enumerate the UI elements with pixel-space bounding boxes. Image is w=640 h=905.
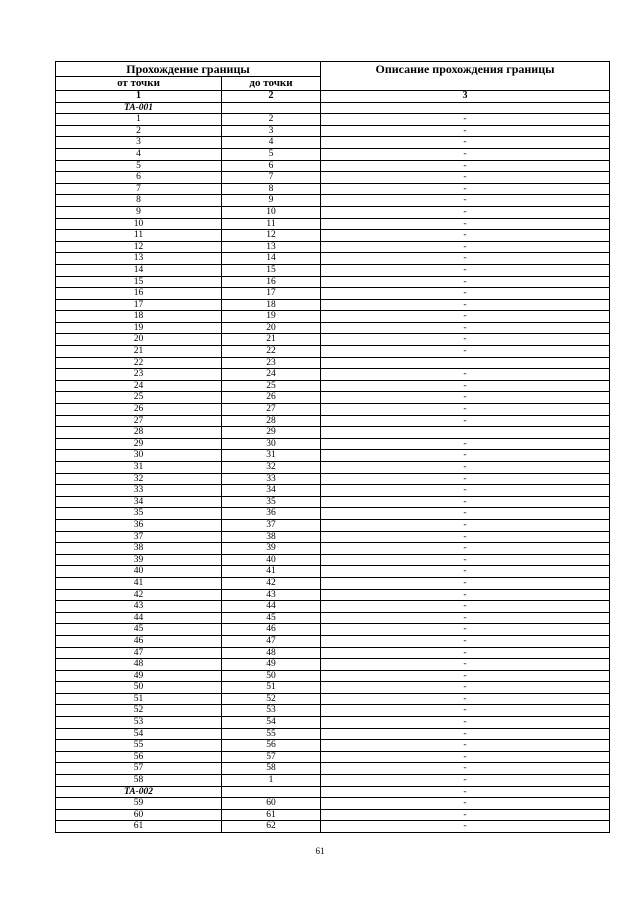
table-row (56, 392, 610, 404)
from-point-cell: 48 (56, 659, 222, 671)
empty-cell (222, 786, 321, 798)
table-row (56, 206, 610, 218)
description-cell: - (321, 554, 610, 566)
to-point-cell: 11 (222, 218, 321, 230)
to-point-cell: 51 (222, 682, 321, 694)
table-row (56, 763, 610, 775)
description-cell: - (321, 380, 610, 392)
description-cell: - (321, 137, 610, 149)
section-row (56, 102, 610, 114)
from-point-cell: 32 (56, 473, 222, 485)
description-cell: - (321, 299, 610, 311)
table-row (56, 740, 610, 752)
table-row (56, 682, 610, 694)
to-point-cell: 24 (222, 369, 321, 381)
to-point-cell: 27 (222, 404, 321, 416)
boundary-table (55, 61, 610, 833)
from-point-cell: 22 (56, 357, 222, 369)
description-cell: - (321, 473, 610, 485)
header-to-point: до точки (222, 77, 321, 91)
from-point-cell: 56 (56, 751, 222, 763)
description-cell: - (321, 172, 610, 184)
table-row (56, 821, 610, 833)
table-row (56, 798, 610, 810)
description-cell: - (321, 531, 610, 543)
section-row (56, 786, 610, 798)
table-row (56, 380, 610, 392)
table-row (56, 554, 610, 566)
table-row (56, 264, 610, 276)
from-point-cell: 59 (56, 798, 222, 810)
from-point-cell: 7 (56, 183, 222, 195)
to-point-cell: 26 (222, 392, 321, 404)
description-cell: - (321, 415, 610, 427)
from-point-cell: 5 (56, 160, 222, 172)
table-row (56, 172, 610, 184)
to-point-cell: 15 (222, 264, 321, 276)
from-point-cell: 2 (56, 125, 222, 137)
table-row (56, 496, 610, 508)
from-point-cell: 60 (56, 809, 222, 821)
description-cell: - (321, 635, 610, 647)
to-point-cell: 29 (222, 427, 321, 439)
description-cell: - (321, 728, 610, 740)
table-row (56, 485, 610, 497)
table-row (56, 508, 610, 520)
description-cell: - (321, 288, 610, 300)
table-row (56, 299, 610, 311)
to-point-cell: 6 (222, 160, 321, 172)
from-point-cell: 38 (56, 543, 222, 555)
description-cell: - (321, 577, 610, 589)
from-point-cell: 41 (56, 577, 222, 589)
to-point-cell: 46 (222, 624, 321, 636)
to-point-cell: 7 (222, 172, 321, 184)
from-point-cell: 10 (56, 218, 222, 230)
from-point-cell: 57 (56, 763, 222, 775)
description-cell: - (321, 195, 610, 207)
from-point-cell: 55 (56, 740, 222, 752)
to-point-cell: 40 (222, 554, 321, 566)
description-cell: - (321, 230, 610, 242)
from-point-cell: 51 (56, 693, 222, 705)
table-row (56, 462, 610, 474)
column-number-3: 3 (321, 91, 610, 103)
from-point-cell: 42 (56, 589, 222, 601)
description-cell: - (321, 798, 610, 810)
from-point-cell: 4 (56, 148, 222, 160)
to-point-cell: 37 (222, 519, 321, 531)
description-cell: - (321, 751, 610, 763)
to-point-cell: 38 (222, 531, 321, 543)
from-point-cell: 35 (56, 508, 222, 520)
from-point-cell: 33 (56, 485, 222, 497)
header-boundary-passage: Прохождение границы (56, 62, 321, 77)
to-point-cell: 25 (222, 380, 321, 392)
to-point-cell: 17 (222, 288, 321, 300)
description-cell: - (321, 485, 610, 497)
from-point-cell: 50 (56, 682, 222, 694)
table-row (56, 230, 610, 242)
description-cell: - (321, 612, 610, 624)
table-row (56, 195, 610, 207)
description-cell: - (321, 624, 610, 636)
description-cell: - (321, 148, 610, 160)
description-cell: - (321, 264, 610, 276)
from-point-cell: 6 (56, 172, 222, 184)
from-point-cell: 9 (56, 206, 222, 218)
table-row (56, 566, 610, 578)
from-point-cell: 3 (56, 137, 222, 149)
description-cell: - (321, 404, 610, 416)
to-point-cell: 19 (222, 311, 321, 323)
table-row (56, 601, 610, 613)
section-label: ТА-002 (56, 786, 222, 798)
table-body (56, 102, 610, 832)
description-cell: - (321, 740, 610, 752)
to-point-cell: 30 (222, 438, 321, 450)
to-point-cell: 1 (222, 775, 321, 787)
to-point-cell: 16 (222, 276, 321, 288)
table-row (56, 357, 610, 369)
description-cell (321, 102, 610, 114)
table-row (56, 589, 610, 601)
to-point-cell: 50 (222, 670, 321, 682)
description-cell: - (321, 682, 610, 694)
to-point-cell: 43 (222, 589, 321, 601)
to-point-cell: 61 (222, 809, 321, 821)
from-point-cell: 37 (56, 531, 222, 543)
to-point-cell: 9 (222, 195, 321, 207)
to-point-cell: 10 (222, 206, 321, 218)
to-point-cell: 44 (222, 601, 321, 613)
table-row (56, 693, 610, 705)
to-point-cell: 41 (222, 566, 321, 578)
to-point-cell: 21 (222, 334, 321, 346)
to-point-cell: 58 (222, 763, 321, 775)
description-cell: - (321, 125, 610, 137)
to-point-cell: 34 (222, 485, 321, 497)
to-point-cell: 45 (222, 612, 321, 624)
table-row (56, 775, 610, 787)
from-point-cell: 1 (56, 114, 222, 126)
from-point-cell: 16 (56, 288, 222, 300)
description-cell: - (321, 809, 610, 821)
description-cell: - (321, 786, 610, 798)
description-cell: - (321, 566, 610, 578)
table-row (56, 334, 610, 346)
from-point-cell: 17 (56, 299, 222, 311)
from-point-cell: 61 (56, 821, 222, 833)
from-point-cell: 39 (56, 554, 222, 566)
from-point-cell: 49 (56, 670, 222, 682)
column-number-2: 2 (222, 91, 321, 103)
from-point-cell: 53 (56, 717, 222, 729)
from-point-cell: 18 (56, 311, 222, 323)
table-row (56, 717, 610, 729)
from-point-cell: 23 (56, 369, 222, 381)
to-point-cell: 22 (222, 346, 321, 358)
to-point-cell: 32 (222, 462, 321, 474)
description-cell (321, 427, 610, 439)
table-row (56, 751, 610, 763)
table-row (56, 369, 610, 381)
table-row (56, 531, 610, 543)
section-label: ТА-001 (56, 102, 222, 114)
table-row (56, 427, 610, 439)
description-cell: - (321, 647, 610, 659)
table-row (56, 635, 610, 647)
table-row (56, 450, 610, 462)
description-cell: - (321, 519, 610, 531)
from-point-cell: 11 (56, 230, 222, 242)
column-number-1: 1 (56, 91, 222, 103)
table-row (56, 519, 610, 531)
description-cell: - (321, 311, 610, 323)
description-cell: - (321, 601, 610, 613)
from-point-cell: 34 (56, 496, 222, 508)
table-row (56, 137, 610, 149)
table-row (56, 647, 610, 659)
from-point-cell: 14 (56, 264, 222, 276)
description-cell: - (321, 241, 610, 253)
to-point-cell: 54 (222, 717, 321, 729)
table-row (56, 183, 610, 195)
from-point-cell: 25 (56, 392, 222, 404)
from-point-cell: 40 (56, 566, 222, 578)
from-point-cell: 26 (56, 404, 222, 416)
to-point-cell: 57 (222, 751, 321, 763)
description-cell: - (321, 392, 610, 404)
from-point-cell: 47 (56, 647, 222, 659)
to-point-cell: 49 (222, 659, 321, 671)
to-point-cell: 5 (222, 148, 321, 160)
to-point-cell: 12 (222, 230, 321, 242)
from-point-cell: 12 (56, 241, 222, 253)
from-point-cell: 52 (56, 705, 222, 717)
to-point-cell: 53 (222, 705, 321, 717)
table-row (56, 322, 610, 334)
from-point-cell: 58 (56, 775, 222, 787)
to-point-cell: 62 (222, 821, 321, 833)
from-point-cell: 36 (56, 519, 222, 531)
to-point-cell: 3 (222, 125, 321, 137)
description-cell: - (321, 717, 610, 729)
to-point-cell: 20 (222, 322, 321, 334)
table-row (56, 612, 610, 624)
from-point-cell: 54 (56, 728, 222, 740)
description-cell: - (321, 276, 610, 288)
description-cell: - (321, 705, 610, 717)
description-cell: - (321, 114, 610, 126)
table-row (56, 404, 610, 416)
to-point-cell: 14 (222, 253, 321, 265)
from-point-cell: 13 (56, 253, 222, 265)
to-point-cell: 4 (222, 137, 321, 149)
description-cell: - (321, 462, 610, 474)
table-row (56, 148, 610, 160)
to-point-cell: 31 (222, 450, 321, 462)
table-row (56, 438, 610, 450)
table-row (56, 276, 610, 288)
header-from-point: от точки (56, 77, 222, 91)
description-cell: - (321, 670, 610, 682)
empty-cell (222, 102, 321, 114)
description-cell: - (321, 160, 610, 172)
description-cell: - (321, 775, 610, 787)
description-cell: - (321, 218, 610, 230)
from-point-cell: 29 (56, 438, 222, 450)
from-point-cell: 8 (56, 195, 222, 207)
table-row (56, 241, 610, 253)
table-row (56, 659, 610, 671)
to-point-cell: 36 (222, 508, 321, 520)
to-point-cell: 28 (222, 415, 321, 427)
from-point-cell: 27 (56, 415, 222, 427)
table-row (56, 125, 610, 137)
page-number: 61 (315, 846, 325, 856)
from-point-cell: 45 (56, 624, 222, 636)
to-point-cell: 35 (222, 496, 321, 508)
table-row (56, 577, 610, 589)
to-point-cell: 42 (222, 577, 321, 589)
from-point-cell: 44 (56, 612, 222, 624)
from-point-cell: 24 (56, 380, 222, 392)
description-cell: - (321, 496, 610, 508)
description-cell: - (321, 438, 610, 450)
to-point-cell: 2 (222, 114, 321, 126)
to-point-cell: 8 (222, 183, 321, 195)
table-row (56, 114, 610, 126)
table-row (56, 311, 610, 323)
description-cell: - (321, 508, 610, 520)
description-cell: - (321, 346, 610, 358)
description-cell (321, 357, 610, 369)
to-point-cell: 18 (222, 299, 321, 311)
to-point-cell: 56 (222, 740, 321, 752)
description-cell: - (321, 334, 610, 346)
table-row (56, 728, 610, 740)
table-row (56, 218, 610, 230)
table-row (56, 624, 610, 636)
table-header (56, 62, 610, 103)
from-point-cell: 21 (56, 346, 222, 358)
to-point-cell: 23 (222, 357, 321, 369)
table-row (56, 288, 610, 300)
description-cell: - (321, 693, 610, 705)
to-point-cell: 47 (222, 635, 321, 647)
table-row (56, 543, 610, 555)
from-point-cell: 30 (56, 450, 222, 462)
from-point-cell: 46 (56, 635, 222, 647)
to-point-cell: 55 (222, 728, 321, 740)
description-cell: - (321, 543, 610, 555)
to-point-cell: 48 (222, 647, 321, 659)
from-point-cell: 28 (56, 427, 222, 439)
table-row (56, 705, 610, 717)
description-cell: - (321, 659, 610, 671)
to-point-cell: 39 (222, 543, 321, 555)
table-row (56, 809, 610, 821)
description-cell: - (321, 183, 610, 195)
description-cell: - (321, 206, 610, 218)
from-point-cell: 20 (56, 334, 222, 346)
description-cell: - (321, 589, 610, 601)
description-cell: - (321, 322, 610, 334)
table-row (56, 415, 610, 427)
description-cell: - (321, 369, 610, 381)
from-point-cell: 19 (56, 322, 222, 334)
table-row (56, 160, 610, 172)
from-point-cell: 43 (56, 601, 222, 613)
header-boundary-description: Описание прохождения границы (321, 62, 610, 91)
table-row (56, 473, 610, 485)
to-point-cell: 33 (222, 473, 321, 485)
table-row (56, 253, 610, 265)
table-row (56, 346, 610, 358)
from-point-cell: 15 (56, 276, 222, 288)
description-cell: - (321, 763, 610, 775)
description-cell: - (321, 450, 610, 462)
description-cell: - (321, 253, 610, 265)
to-point-cell: 60 (222, 798, 321, 810)
description-cell: - (321, 821, 610, 833)
from-point-cell: 31 (56, 462, 222, 474)
to-point-cell: 13 (222, 241, 321, 253)
to-point-cell: 52 (222, 693, 321, 705)
table-row (56, 670, 610, 682)
